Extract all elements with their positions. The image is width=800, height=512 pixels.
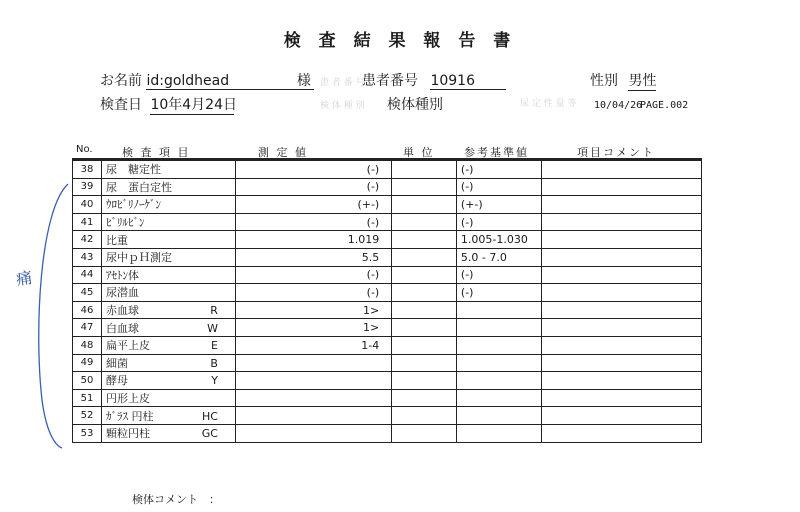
row-unit <box>392 424 457 442</box>
patient-no-field <box>430 73 506 90</box>
row-item-name: 尿中ｐＨ測定 <box>105 251 172 265</box>
table-row <box>73 389 702 407</box>
row-no: 53 <box>73 424 102 442</box>
patient-no-value: 10916 <box>430 73 475 89</box>
row-value: 1.019 <box>235 231 391 249</box>
row-value: (-) <box>235 178 391 196</box>
row-reference <box>456 372 541 390</box>
row-unit <box>392 178 457 196</box>
row-comment <box>541 407 701 425</box>
bleed-through-text: 患 者 番 号 <box>320 78 365 88</box>
row-reference: 5.0 - 7.0 <box>456 248 541 266</box>
table-row <box>73 354 702 372</box>
table-row <box>73 266 702 284</box>
row-value: (-) <box>235 161 391 179</box>
row-unit <box>392 372 457 390</box>
row-reference <box>456 354 541 372</box>
row-item-name: 尿 蛋白定性 <box>105 180 172 194</box>
row-reference: (-) <box>456 213 541 231</box>
row-comment <box>541 248 701 266</box>
row-reference <box>456 336 541 354</box>
row-unit <box>392 213 457 231</box>
row-comment <box>541 424 701 442</box>
page-number: PAGE.002 <box>640 100 689 111</box>
row-item-name: 酵母 <box>105 374 128 388</box>
row-no: 38 <box>73 161 102 179</box>
row-unit <box>392 196 457 214</box>
row-no: 50 <box>73 372 102 390</box>
row-reference: (-) <box>456 178 541 196</box>
handwritten-note: 痛 <box>14 267 34 290</box>
row-comment <box>541 231 701 249</box>
sex-value: 男性 <box>628 73 657 89</box>
row-no: 40 <box>73 196 102 214</box>
patient-no-row <box>362 70 506 90</box>
row-no: 44 <box>73 266 102 284</box>
col-comment: 項目コメント <box>577 146 655 159</box>
patient-no-label: 患者番号 <box>362 73 418 89</box>
row-comment <box>541 372 701 390</box>
row-unit <box>392 354 457 372</box>
row-unit <box>392 319 457 337</box>
row-reference: (-) <box>456 161 541 179</box>
row-item-name: 扁平上皮 <box>105 339 150 353</box>
row-item <box>101 266 235 284</box>
row-item <box>101 284 235 302</box>
table-row <box>73 284 702 302</box>
row-item-name: 尿 糖定性 <box>105 163 161 177</box>
row-comment <box>541 319 701 337</box>
row-no: 43 <box>73 248 102 266</box>
row-item <box>101 248 235 266</box>
results-table <box>72 160 702 443</box>
row-no: 47 <box>73 319 102 337</box>
row-value: 5.5 <box>235 248 391 266</box>
col-reference: 参考基準値 <box>464 146 529 159</box>
row-item-code: R <box>210 304 218 318</box>
row-value: (+-) <box>235 196 391 214</box>
row-reference: 1.005-1.030 <box>456 231 541 249</box>
row-reference: (+-) <box>456 196 541 214</box>
row-unit <box>392 407 457 425</box>
row-item-code: E <box>211 339 218 353</box>
row-item-name: 尿潜血 <box>105 286 139 300</box>
row-item <box>101 372 235 390</box>
row-item-code: W <box>207 321 218 335</box>
row-no: 46 <box>73 301 102 319</box>
row-comment <box>541 196 701 214</box>
col-no: No. <box>76 144 93 155</box>
row-unit <box>392 161 457 179</box>
row-item-name: 白血球 <box>105 321 139 335</box>
bleed-through-text: 検 体 種 別 <box>320 101 365 111</box>
row-comment <box>541 284 701 302</box>
row-comment <box>541 178 701 196</box>
row-item <box>101 213 235 231</box>
row-item <box>101 389 235 407</box>
row-unit <box>392 389 457 407</box>
row-reference <box>456 319 541 337</box>
row-no: 39 <box>73 178 102 196</box>
exam-date-label: 検査日 <box>100 97 142 113</box>
sex-field <box>628 70 656 91</box>
row-item-name: ｳﾛﾋﾞﾘﾉｰｹﾞﾝ <box>105 198 161 212</box>
row-no: 52 <box>73 407 102 425</box>
bleed-through-text: 尿 定 性 量 等 <box>520 99 577 109</box>
row-item <box>101 301 235 319</box>
row-reference <box>456 407 541 425</box>
row-unit <box>392 284 457 302</box>
row-value: 1> <box>235 301 391 319</box>
table-row <box>73 213 702 231</box>
row-comment <box>541 301 701 319</box>
row-reference <box>456 301 541 319</box>
row-item-name: 顆粒円柱 <box>105 427 150 441</box>
name-field <box>146 73 314 90</box>
print-date: 10/04/26 <box>594 100 643 111</box>
row-comment <box>541 213 701 231</box>
row-comment <box>541 354 701 372</box>
row-item <box>101 319 235 337</box>
honorific: 様 <box>296 73 311 89</box>
table-row <box>73 196 702 214</box>
row-unit <box>392 266 457 284</box>
table-row <box>73 248 702 266</box>
row-value <box>235 372 391 390</box>
row-no: 45 <box>73 284 102 302</box>
row-value: (-) <box>235 284 391 302</box>
row-no: 48 <box>73 336 102 354</box>
row-value: (-) <box>235 266 391 284</box>
row-item <box>101 354 235 372</box>
document-title: 検 査 結 果 報 告 書 <box>283 31 517 51</box>
row-item-name: ﾋﾞﾘﾙﾋﾞﾝ <box>105 216 145 230</box>
row-comment <box>541 266 701 284</box>
specimen-label: 検体種別 <box>387 97 443 113</box>
row-no: 49 <box>73 354 102 372</box>
table-row <box>73 372 702 390</box>
row-value: (-) <box>235 213 391 231</box>
table-row <box>73 178 702 196</box>
row-item-code: GC <box>201 427 218 441</box>
table-row <box>73 336 702 354</box>
row-unit <box>392 301 457 319</box>
row-reference: (-) <box>456 284 541 302</box>
row-no: 41 <box>73 213 102 231</box>
row-item <box>101 231 235 249</box>
row-item <box>101 178 235 196</box>
row-unit <box>392 248 457 266</box>
table-row <box>73 407 702 425</box>
name-row <box>100 70 311 90</box>
row-unit <box>392 231 457 249</box>
row-reference <box>456 389 541 407</box>
row-item-name: ｶﾞﾗｽ 円柱 <box>105 409 154 423</box>
exam-date-row <box>100 94 237 115</box>
row-value: 1-4 <box>235 336 391 354</box>
table-row <box>73 301 702 319</box>
table-row <box>73 424 702 442</box>
row-comment <box>541 161 701 179</box>
table-row <box>73 231 702 249</box>
specimen-comment-label: 検体コメント ： <box>132 493 220 506</box>
row-value: 1> <box>235 319 391 337</box>
row-value <box>235 389 391 407</box>
row-item-code: Y <box>211 374 218 388</box>
row-comment <box>541 389 701 407</box>
exam-date-field <box>150 94 237 115</box>
row-value <box>235 424 391 442</box>
row-item <box>101 161 235 179</box>
sex-label: 性別 <box>590 73 618 89</box>
row-value <box>235 407 391 425</box>
row-item <box>101 336 235 354</box>
exam-date-value: 10年4月24日 <box>150 97 237 113</box>
row-reference <box>456 424 541 442</box>
row-reference: (-) <box>456 266 541 284</box>
row-item-name: 細菌 <box>105 356 128 370</box>
row-unit <box>392 336 457 354</box>
row-no: 51 <box>73 389 102 407</box>
table-row <box>73 161 702 179</box>
row-item-code: B <box>210 356 218 370</box>
row-item-name: 赤血球 <box>105 304 139 318</box>
row-item-name: 比重 <box>105 233 128 247</box>
row-item <box>101 407 235 425</box>
row-value <box>235 354 391 372</box>
row-no: 42 <box>73 231 102 249</box>
sex-row <box>590 70 656 91</box>
name-value: id:goldhead <box>146 73 230 89</box>
row-item-name: 円形上皮 <box>105 392 150 406</box>
col-item: 検 査 項 目 <box>122 146 191 159</box>
col-unit: 単 位 <box>403 146 435 159</box>
col-measured: 測 定 値 <box>258 146 308 159</box>
row-comment <box>541 336 701 354</box>
table-row <box>73 319 702 337</box>
row-item <box>101 196 235 214</box>
row-item-name: ｱｾﾄﾝ体 <box>105 268 139 282</box>
row-item-code: HC <box>202 409 218 423</box>
name-label: お名前 <box>100 73 142 89</box>
row-item <box>101 424 235 442</box>
